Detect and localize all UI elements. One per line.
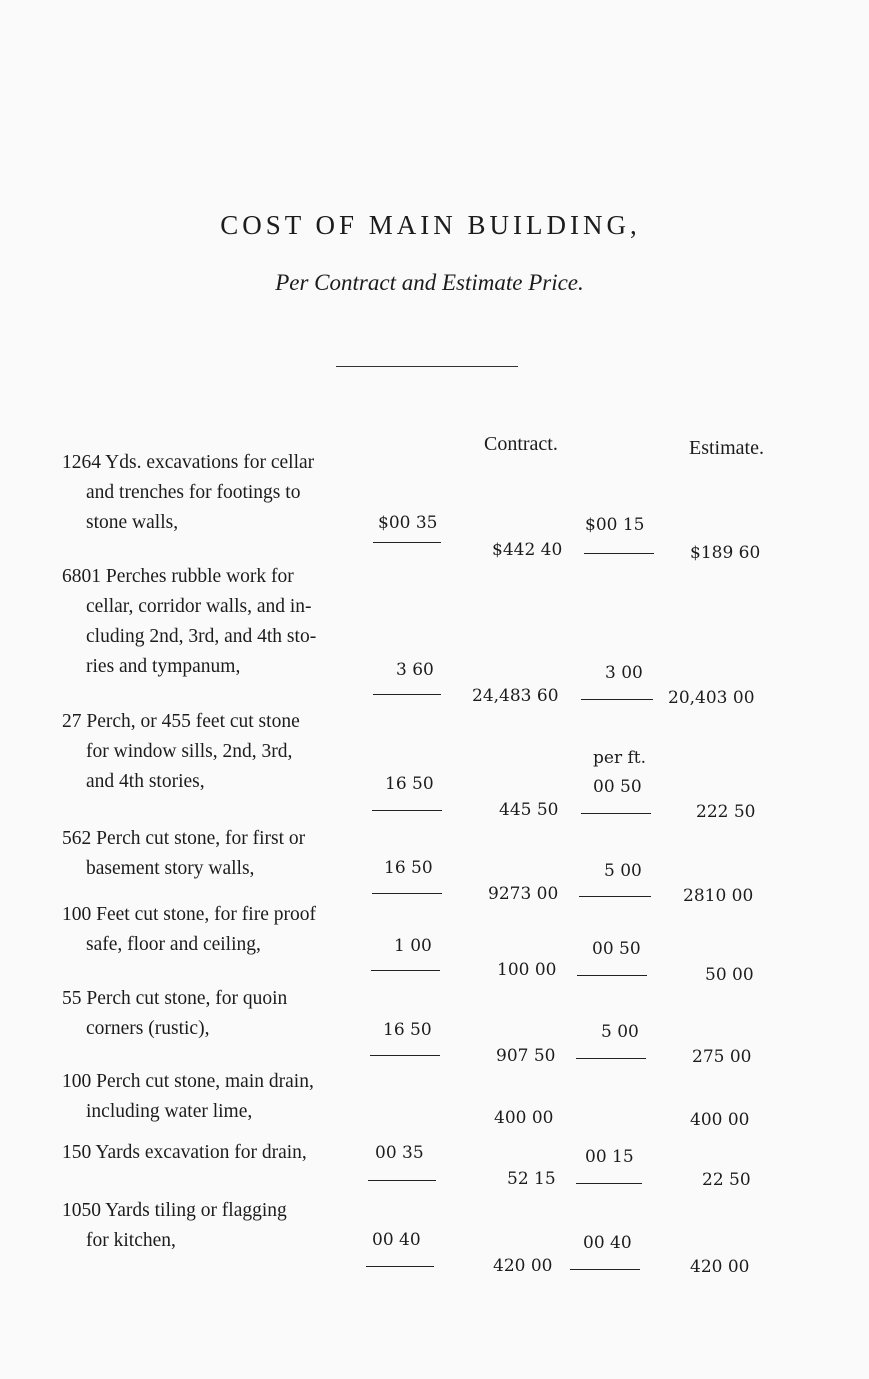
item-6-contract-total: 907 50 — [496, 1046, 556, 1066]
item-line: cellar, corridor walls, and in- — [86, 596, 312, 617]
item-line: for window sills, 2nd, 3rd, — [86, 741, 293, 762]
item-2-contract-rate: 3 60 — [396, 660, 434, 680]
item-1-description — [62, 448, 358, 538]
item-8-description — [62, 1138, 358, 1168]
item-6-estimate-rate: 5 00 — [601, 1022, 639, 1042]
item-1-estimate-total: $189 60 — [690, 543, 761, 563]
item-line: 6801 Perches rubble work for — [62, 566, 294, 587]
item-4-contract-rule — [372, 893, 442, 894]
item-9-description — [62, 1196, 358, 1256]
item-5-contract-total: 100 00 — [497, 960, 557, 980]
item-2-contract-total: 24,483 60 — [472, 686, 559, 706]
item-6-contract-rate: 16 50 — [383, 1020, 432, 1040]
item-8-contract-total: 52 15 — [507, 1169, 556, 1189]
item-6-contract-rule — [370, 1055, 440, 1056]
column-header-contract: Contract. — [484, 433, 558, 455]
item-line: 150 Yards excavation for drain, — [62, 1142, 307, 1163]
item-9-estimate-rule — [570, 1269, 640, 1270]
item-7-contract-total: 400 00 — [494, 1108, 554, 1128]
item-9-contract-rule — [366, 1266, 434, 1267]
item-5-estimate-total: 50 00 — [705, 965, 754, 985]
item-4-description — [62, 824, 358, 884]
item-5-estimate-rule — [577, 975, 647, 976]
item-5-contract-rule — [371, 970, 440, 971]
item-3-estimate-rate-unit: per ft. — [593, 748, 647, 768]
item-line: 1264 Yds. excavations for cellar — [62, 452, 315, 473]
item-7-description — [62, 1067, 358, 1127]
item-line: safe, floor and ceiling, — [86, 934, 261, 955]
item-line: stone walls, — [86, 512, 179, 533]
item-line: and 4th stories, — [86, 771, 205, 792]
item-9-contract-rate: 00 40 — [372, 1230, 421, 1250]
item-line: 1050 Yards tiling or flagging — [62, 1200, 287, 1221]
item-5-description — [62, 900, 358, 960]
item-1-estimate-rate: $00 15 — [585, 515, 645, 535]
item-8-contract-rule — [368, 1180, 436, 1181]
item-3-estimate-rule — [581, 813, 651, 814]
item-3-contract-total: 445 50 — [499, 800, 559, 820]
item-2-contract-rule — [373, 694, 441, 695]
item-3-contract-rate: 16 50 — [385, 774, 434, 794]
item-line: 562 Perch cut stone, for first or — [62, 828, 306, 849]
item-4-contract-total: 9273 00 — [488, 884, 559, 904]
item-4-estimate-rule — [579, 896, 651, 897]
page-subtitle: Per Contract and Estimate Price. — [275, 270, 584, 295]
item-4-contract-rate: 16 50 — [384, 858, 433, 878]
item-9-estimate-total: 420 00 — [690, 1257, 750, 1277]
item-8-estimate-rule — [576, 1183, 642, 1184]
item-8-contract-rate: 00 35 — [375, 1143, 424, 1163]
item-5-estimate-rate: 00 50 — [592, 939, 641, 959]
item-line: cluding 2nd, 3rd, and 4th sto- — [86, 626, 317, 647]
page-title: COST OF MAIN BUILDING, — [220, 210, 641, 240]
item-line: 55 Perch cut stone, for quoin — [62, 988, 288, 1009]
item-1-contract-total: $442 40 — [492, 540, 563, 560]
item-2-estimate-rule — [581, 699, 653, 700]
item-9-estimate-rate: 00 40 — [583, 1233, 632, 1253]
item-line: for kitchen, — [86, 1230, 176, 1251]
item-line: 100 Feet cut stone, for fire proof — [62, 904, 316, 925]
item-6-estimate-rule — [576, 1058, 646, 1059]
item-line: corners (rustic), — [86, 1018, 210, 1039]
item-8-estimate-rate: 00 15 — [585, 1147, 634, 1167]
item-1-contract-rate: $00 35 — [378, 513, 438, 533]
item-9-contract-total: 420 00 — [493, 1256, 553, 1276]
column-header-estimate: Estimate. — [689, 437, 764, 459]
item-3-description — [62, 707, 358, 797]
item-2-estimate-total: 20,403 00 — [668, 688, 755, 708]
item-3-contract-rule — [372, 810, 442, 811]
item-line: ries and tympanum, — [86, 656, 241, 677]
item-line: basement story walls, — [86, 858, 255, 879]
item-7-estimate-total: 400 00 — [690, 1110, 750, 1130]
item-5-contract-rate: 1 00 — [394, 936, 432, 956]
item-line: and trenches for footings to — [86, 482, 301, 503]
item-8-estimate-total: 22 50 — [702, 1170, 751, 1190]
item-2-estimate-rate: 3 00 — [605, 663, 643, 683]
item-line: 27 Perch, or 455 feet cut stone — [62, 711, 300, 732]
item-6-description — [62, 984, 358, 1044]
item-4-estimate-rate: 5 00 — [604, 861, 642, 881]
item-6-estimate-total: 275 00 — [692, 1047, 752, 1067]
item-1-contract-rule — [373, 542, 441, 543]
item-line: 100 Perch cut stone, main drain, — [62, 1071, 314, 1092]
item-1-estimate-rule — [584, 553, 654, 554]
title-divider — [336, 366, 518, 367]
item-3-estimate-total: 222 50 — [696, 802, 756, 822]
item-3-estimate-rate: 00 50 — [593, 777, 642, 797]
item-4-estimate-total: 2810 00 — [683, 886, 754, 906]
item-line: including water lime, — [86, 1101, 253, 1122]
item-2-description — [62, 562, 358, 682]
